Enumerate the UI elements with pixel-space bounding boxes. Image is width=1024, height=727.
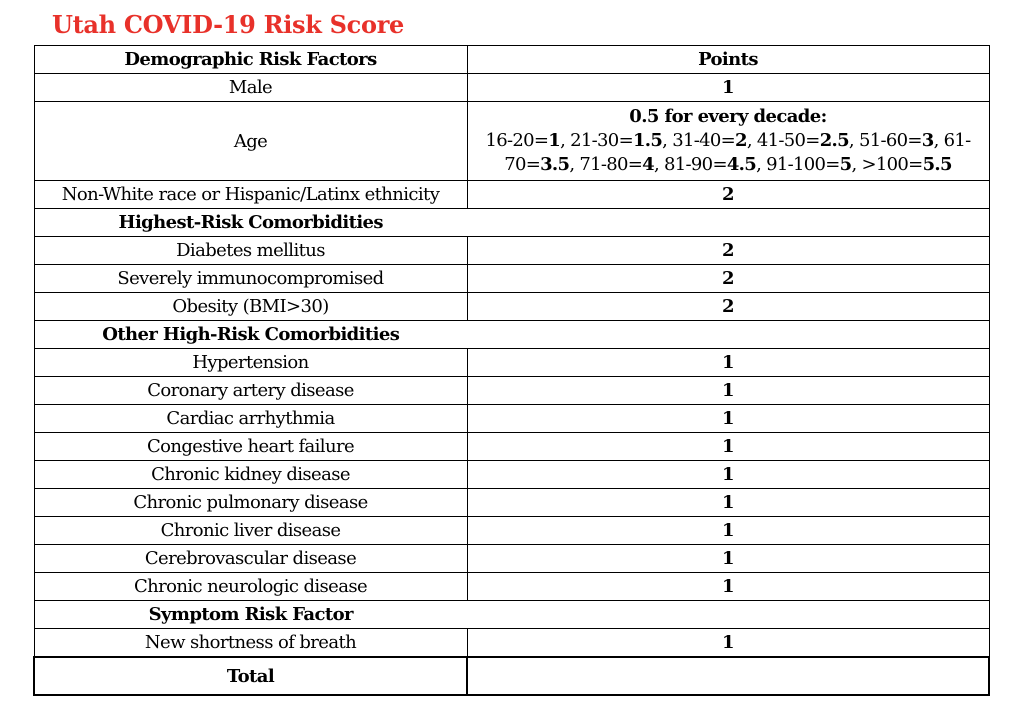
factor-label: Congestive heart failure — [34, 433, 467, 461]
points-value: 1 — [467, 461, 989, 489]
points-column-header: Points — [467, 46, 989, 74]
section-heading: Highest-Risk Comorbidities — [34, 209, 467, 237]
points-value: 1 — [467, 74, 989, 102]
age-range-item: 31-40=2, — [672, 130, 757, 151]
section-heading: Other High-Risk Comorbidities — [34, 321, 467, 349]
age-range-item: 91-100=5, — [766, 154, 862, 175]
factor-label: Cerebrovascular disease — [34, 545, 467, 573]
age-range-item: 51-60=3, — [858, 130, 944, 151]
points-value: 1 — [467, 489, 989, 517]
factor-label: Chronic neurologic disease — [34, 573, 467, 601]
table-row-male — [34, 74, 989, 102]
factor-column-header: Demographic Risk Factors — [34, 46, 467, 74]
table-row — [34, 377, 989, 405]
age-range-label: 41-50 — [756, 130, 806, 151]
points-value: 1 — [467, 629, 989, 658]
section-heading: Symptom Risk Factor — [34, 601, 467, 629]
section-heading-empty-cell — [467, 601, 989, 629]
table-row — [34, 573, 989, 601]
points-value: 2 — [467, 293, 989, 321]
age-points-heading: 0.5 for every decade: — [629, 106, 827, 127]
table-row — [34, 237, 989, 265]
age-range-item: 16-20=1, — [485, 130, 571, 151]
points-value: 1 — [467, 377, 989, 405]
table-row — [34, 293, 989, 321]
age-range-label: 16-20 — [485, 130, 534, 151]
points-value: 2 — [467, 181, 989, 209]
page-title: Utah COVID-19 Risk Score — [52, 10, 405, 39]
risk-score-table-body — [34, 46, 989, 696]
factor-label: Male — [34, 74, 467, 102]
total-value-field[interactable] — [467, 657, 989, 695]
age-range-item: 71-80=4, — [579, 154, 665, 175]
age-range-label: 71-80 — [579, 154, 628, 175]
age-points-cell — [467, 102, 989, 181]
factor-label: Coronary artery disease — [34, 377, 467, 405]
points-value: 1 — [467, 405, 989, 433]
total-label: Total — [34, 657, 467, 695]
age-range-points: 1 — [548, 130, 561, 151]
age-range-label: >100 — [861, 154, 909, 175]
age-range-points: 3.5 — [540, 154, 570, 175]
factor-label: Non-White race or Hispanic/Latinx ethnicity — [34, 181, 467, 209]
factor-label: Cardiac arrhythmia — [34, 405, 467, 433]
age-range-item: 41-50=2.5, — [756, 130, 859, 151]
factor-label: Chronic liver disease — [34, 517, 467, 545]
table-row — [34, 265, 989, 293]
factor-label: Obesity (BMI>30) — [34, 293, 467, 321]
age-range-item: 61-70=3.5, — [504, 130, 971, 175]
age-range-item: >100=5.5 — [861, 154, 952, 175]
age-range-item: 21-30=1.5, — [570, 130, 673, 151]
age-range-points: 4.5 — [726, 154, 757, 175]
table-row — [34, 461, 989, 489]
age-range-points: 5 — [839, 154, 852, 175]
age-range-points: 1.5 — [632, 130, 663, 151]
age-range-label: 21-30 — [570, 130, 619, 151]
table-row-race — [34, 181, 989, 209]
factor-label: Age — [34, 102, 467, 181]
section-heading-row — [34, 321, 989, 349]
age-ranges-list — [474, 129, 983, 177]
total-row — [34, 657, 989, 695]
age-range-points: 4 — [642, 154, 654, 175]
points-value: 2 — [467, 265, 989, 293]
section-heading-empty-cell — [467, 321, 989, 349]
age-range-label: 31-40 — [672, 130, 721, 151]
factor-label: Chronic pulmonary disease — [34, 489, 467, 517]
age-range-label: 51-60 — [858, 130, 908, 151]
factor-label: Chronic kidney disease — [34, 461, 467, 489]
age-range-label: 81-90 — [664, 154, 713, 175]
age-range-label: 61-70 — [504, 130, 971, 175]
points-value: 1 — [467, 545, 989, 573]
table-row — [34, 433, 989, 461]
table-row — [34, 349, 989, 377]
factor-label: Hypertension — [34, 349, 467, 377]
age-range-points: 2.5 — [819, 130, 849, 151]
points-value: 1 — [467, 433, 989, 461]
age-range-label: 91-100 — [766, 154, 826, 175]
table-row — [34, 405, 989, 433]
section-heading-empty-cell — [467, 209, 989, 237]
points-value: 1 — [467, 349, 989, 377]
age-range-points: 3 — [921, 130, 934, 151]
points-value: 1 — [467, 517, 989, 545]
risk-score-table — [33, 45, 990, 696]
factor-label: Severely immunocompromised — [34, 265, 467, 293]
table-row-age — [34, 102, 989, 181]
age-range-points: 2 — [735, 130, 747, 151]
points-value: 2 — [467, 237, 989, 265]
factor-label: New shortness of breath — [34, 629, 467, 658]
section-heading-row — [34, 209, 989, 237]
table-row — [34, 545, 989, 573]
points-value: 1 — [467, 573, 989, 601]
section-heading-row — [34, 601, 989, 629]
table-row — [34, 629, 989, 658]
age-range-item: 81-90=4.5, — [664, 154, 767, 175]
table-row — [34, 489, 989, 517]
factor-label: Diabetes mellitus — [34, 237, 467, 265]
age-range-points: 5.5 — [922, 154, 952, 175]
table-header-row — [34, 46, 989, 74]
table-row — [34, 517, 989, 545]
